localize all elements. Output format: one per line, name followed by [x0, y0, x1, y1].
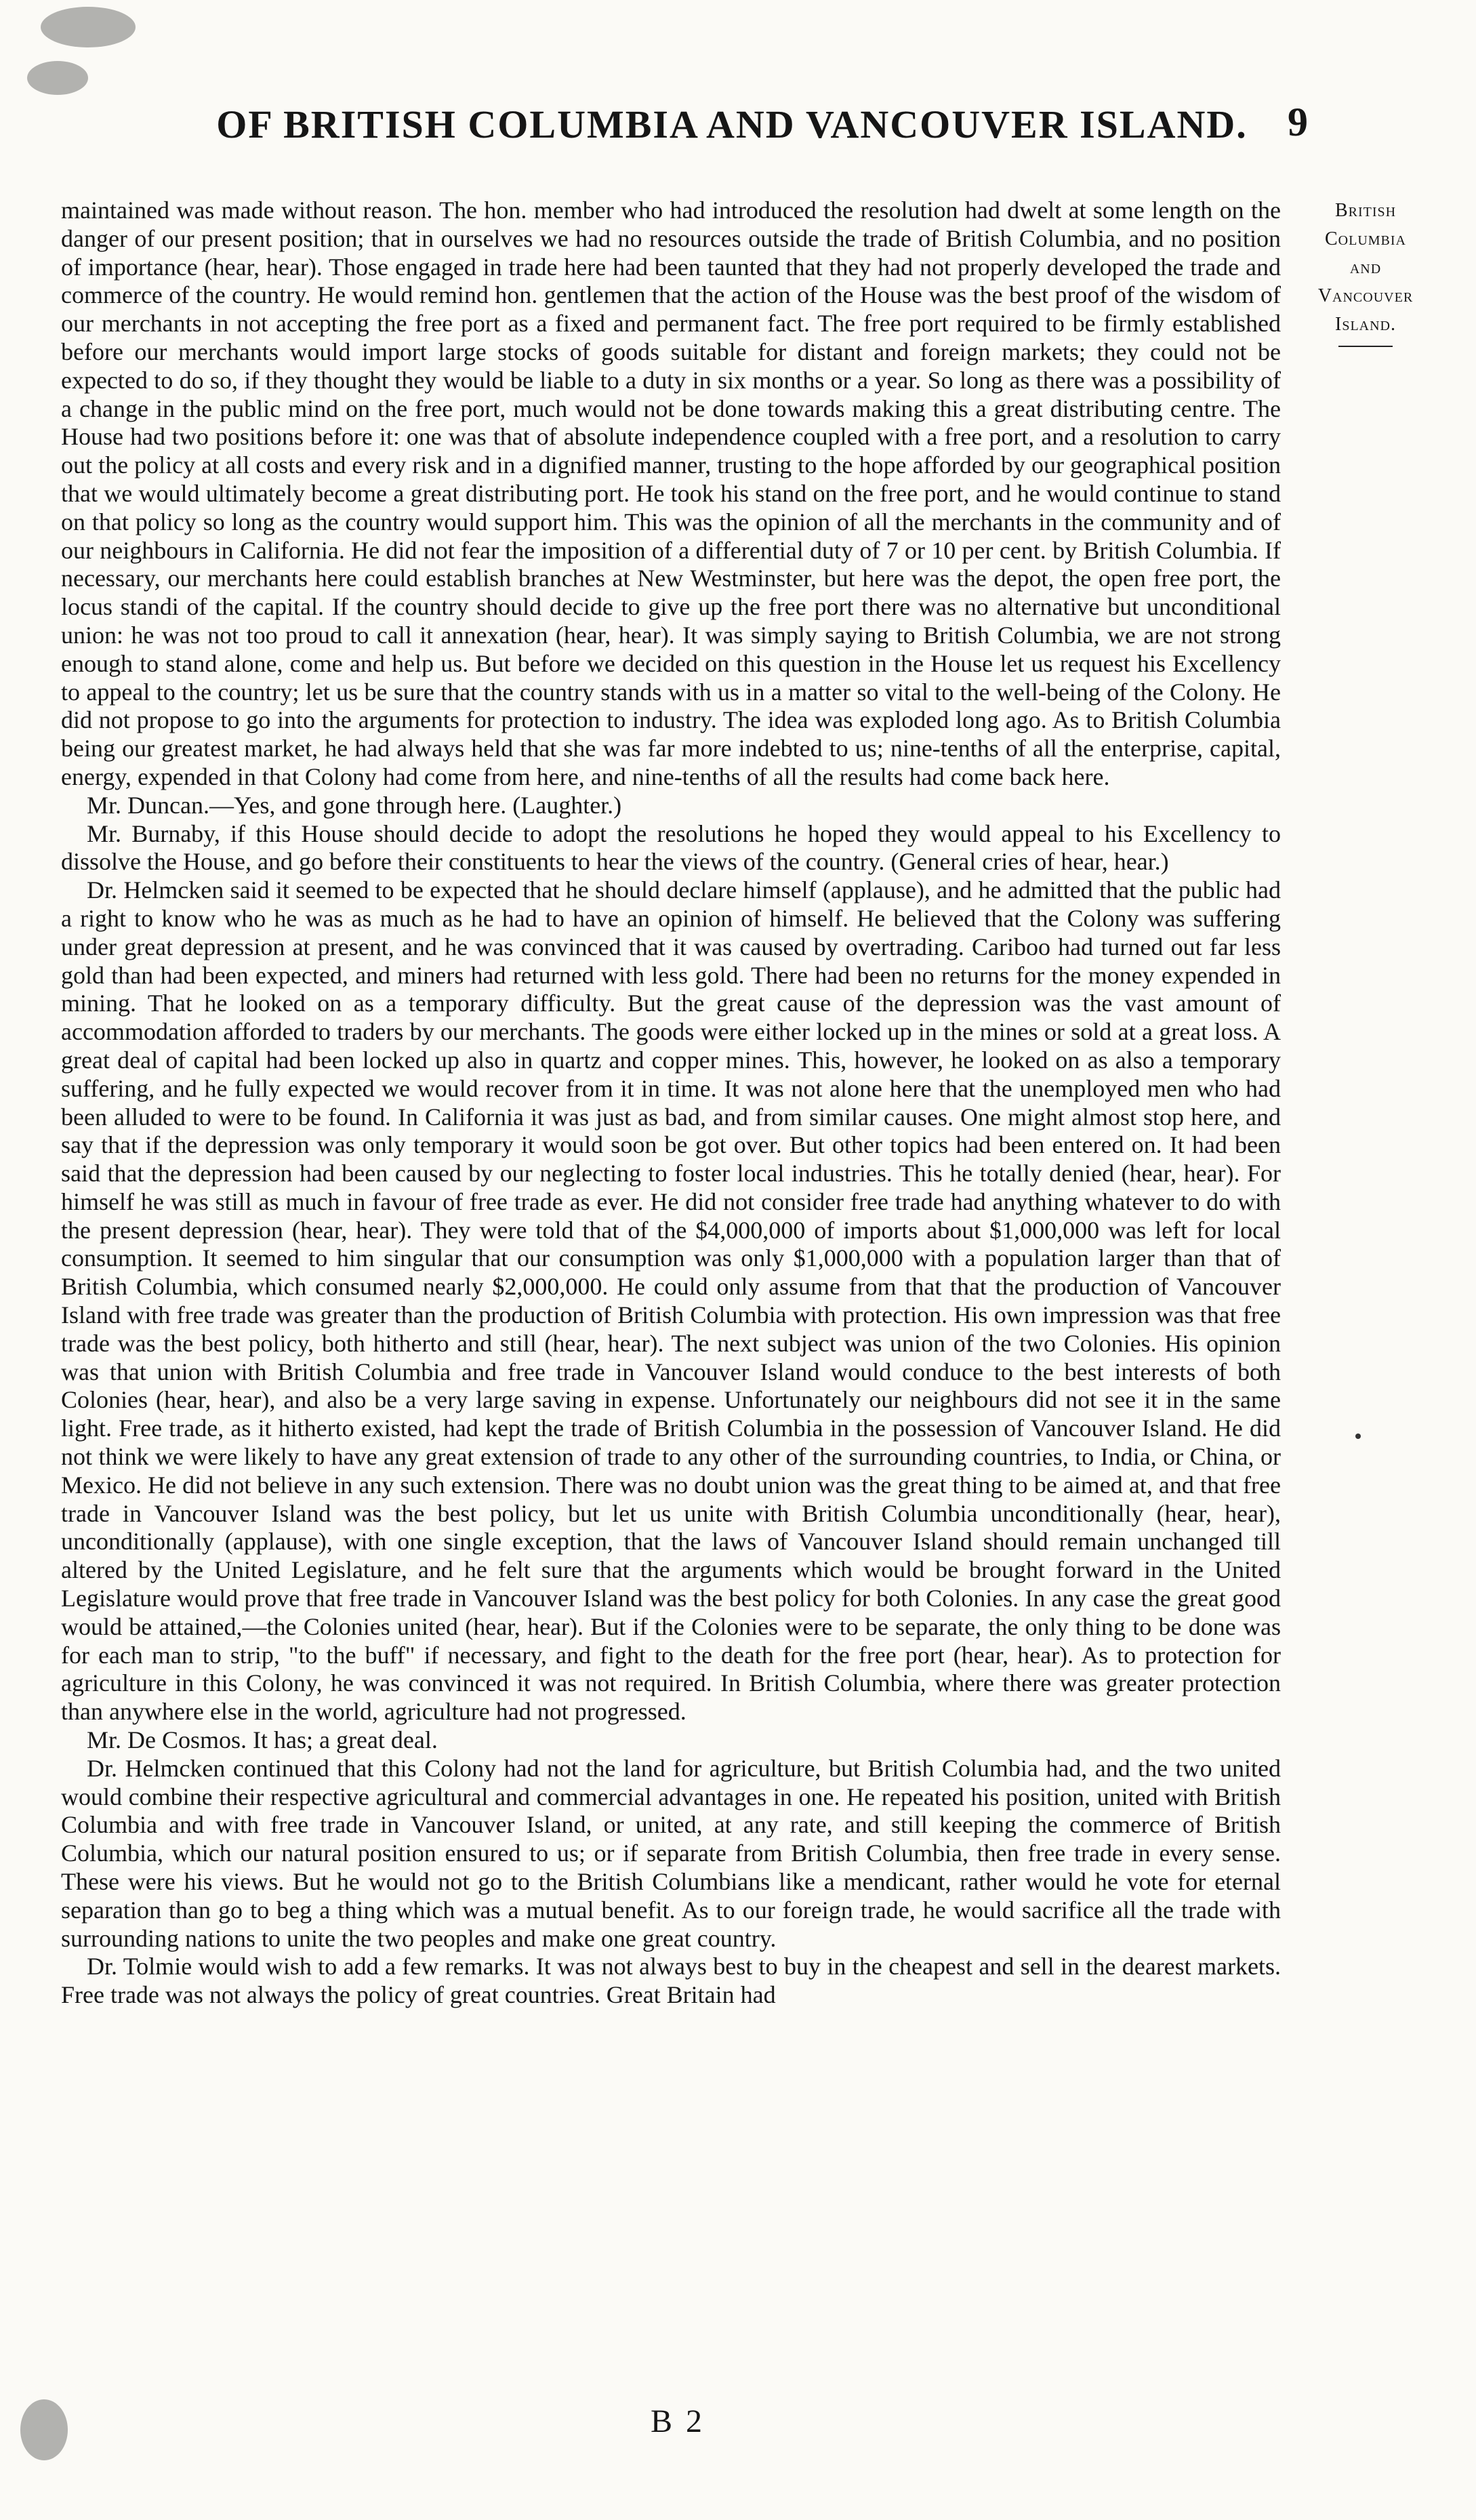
paragraph: maintained was made without reason. The hon. member who had introduced the resolution had dwelt at some length on the danger of our present position; that in ourselves we had no resources outside the trade of British Columbia, and no position of importance (hear, hear). Those engaged in trade here had been taunted that they had not properly developed the trade and commerce of the country. He would remind hon. gentlemen that the action of the House was the best proof of the wisdom of our merchants in not accepting the free port as a fixed and permanent fact. The free port required to be firmly established before our merchants would import large stocks of goods suitable for distant and foreign markets; they could not be expected to do so, if they thought they would be liable to a duty in six months or a year. So long as there was a possibility of a change in the public mind on the free port, much would not be done towards making this a great distributing centre. The House had two positions before it: one was that of absolute independence coupled with a free port, and a resolution to carry out the policy at all costs and every risk and in a dignified manner, trusting to the hope afforded by our geographical position that we would ultimately become a great distributing port. He took his stand on the free port, and he would continue to stand on that policy so long as the country would support him. This was the opinion of all the merchants in the community and of our neighbours in California. He did not fear the imposition of a differential duty of 7 or 10 per cent. by British Columbia. If necessary, our merchants here could establish branches at New Westminster, but here was the depot, the open free port, the locus standi of the capital. If the country should decide to give up the free port there was no alternative but unconditional union: he was not too proud to call it annexation (hear, hear). It was simply saying to British Columbia, we are not strong enough to stand alone, come and help us. But before we decided on this question in the House let us request his Excellency to appeal to the country; let us be sure that the country stands with us in a matter so vital to the well-being of the Colony. He did not propose to go into the arguments for protection to industry. The idea was exploded long ago. As to British Columbia being our greatest market, he had always held that she was far more indebted to us; nine-tenths of all the enterprise, capital, energy, expended in that Colony had come from here, and nine-tenths of all the results had come back here. — [61, 197, 1281, 790]
paragraph: Dr. Helmcken said it seemed to be expected that he should declare himself (applause), and he admitted that the public had a right to know who he was as much as he had to have an opinion of himself. He believed that the Colony was suffering under great depression at present, and he was convinced that it was caused by overtrading. Cariboo had turned out far less gold than had been expected, and miners had returned with less gold. There had been no returns for the money expended in mining. That he looked on as a temporary difficulty. But the great cause of the depression was the vast amount of accommodation afforded to traders by our merchants. The goods were either locked up in the mines or sold at a great loss. A great deal of capital had been locked up also in quartz and copper mines. This, however, he looked on as also a temporary suffering, and he fully expected we would recover from it in time. It was not alone here that the unemployed men who had been alluded to were to be found. In California it was just as bad, and from similar causes. One might almost stop here, and say that if the depression was only temporary it would soon be got over. But other topics had been entered on. It had been said that the depression had been caused by our neglecting to foster local industries. This he totally denied (hear, hear). For himself he was still as much in favour of free trade as ever. He did not consider free trade had anything whatever to do with the present depression (hear, hear). They were told that of the $4,000,000 of imports about $1,000,000 was left for local consumption. It seemed to him singular that our consumption was only $1,000,000 with a population larger than that of British Columbia, which consumed nearly $2,000,000. He could only assume from that that the production of Vancouver Island with free trade was greater than the production of British Columbia with protection. His own impression was that free trade was the best policy, both hitherto and still (hear, hear). The next subject was union of the two Colonies. His opinion was that union with British Columbia and free trade in Vancouver Island would conduce to the best interests of both Colonies (hear, hear), and also be a very large saving in expense. Unfortunately our neighbours did not see it in the same light. Free trade, as it hitherto existed, had kept the trade of British Columbia in the possession of Vancouver Island. He did not think we were likely to have any great extension of trade to any other of the surrounding countries, to India, or China, or Mexico. He did not believe in any such extension. There was no doubt union was the great thing to be aimed at, and that free trade in Vancouver Island was the best policy, but let us unite with British Columbia unconditionally (hear, hear), unconditionally (applause), with one single exception, that the laws of Vancouver Island should remain unchanged till altered by the United Legislature, and he felt sure that the arguments which would be brought forward in the United Legislature would prove that free trade in Vancouver Island was the best policy for both Colonies. In any case the great good would be attained,—the Colonies united (hear, hear). But if the Colonies were to be separate, the only thing to be done was for each man to strip, "to the buff" if necessary, and fight to the death for the free port (hear, hear). As to protection for agriculture in this Colony, he was convinced it was not required. In British Columbia, where there was greater protection than anywhere else in the world, agriculture had not progressed. — [61, 876, 1281, 1726]
page-number: 9 — [1288, 100, 1308, 144]
margin-rule — [1338, 346, 1393, 347]
paragraph: Dr. Tolmie would wish to add a few remarks. It was not always best to buy in the cheapest and sell in the dearest markets. Free trade was not always the policy of great countries. Great Britain had — [61, 1953, 1281, 2009]
print-smudge — [20, 2399, 68, 2460]
signature-mark: B 2 — [651, 2403, 705, 2439]
margin-note-line: Island. — [1335, 314, 1396, 335]
ink-dot — [1355, 1434, 1361, 1439]
paragraph: Mr. De Cosmos. It has; a great deal. — [87, 1726, 438, 1754]
body-text — [61, 197, 1281, 2010]
margin-note-line: British — [1334, 200, 1397, 221]
page-header — [183, 100, 1308, 163]
margin-note-line: Columbia — [1324, 228, 1406, 249]
margin-note-line: Vancouver — [1317, 285, 1414, 306]
paragraph: Dr. Helmcken continued that this Colony had not the land for agriculture, but British Columbia had, and the two united would combine their respective agricultural and commercial advantages in one. He repeated his position, united with British Columbia and with free trade in Vancouver Island, or united, at any rate, and still keeping the commerce of British Columbia, which our natural position ensured to us; or if separate from British Columbia, then free trade in every sense. These were his views. But he would not go to the British Columbians like a mendicant, rather would he vote for eternal separation than go to beg a thing which was a mutual benefit. As to our foreign trade, he would sacrifice all the trade with surrounding nations to unite the two peoples and make one great country. — [61, 1754, 1281, 1952]
running-head: OF BRITISH COLUMBIA AND VANCOUVER ISLAND. — [216, 102, 1248, 146]
print-smudge — [41, 7, 136, 47]
paragraph: Mr. Burnaby, if this House should decide to adopt the resolutions he hoped they would appeal to his Excellency to dissolve the House, and go before their constituents to hear the views of the country. (General cries of hear, hear.) — [61, 819, 1281, 876]
margin-note-line: and — [1349, 257, 1382, 278]
print-smudge — [27, 61, 88, 95]
margin-note — [1288, 197, 1443, 347]
paragraph: Mr. Duncan.—Yes, and gone through here. (Laughter.) — [87, 791, 622, 819]
